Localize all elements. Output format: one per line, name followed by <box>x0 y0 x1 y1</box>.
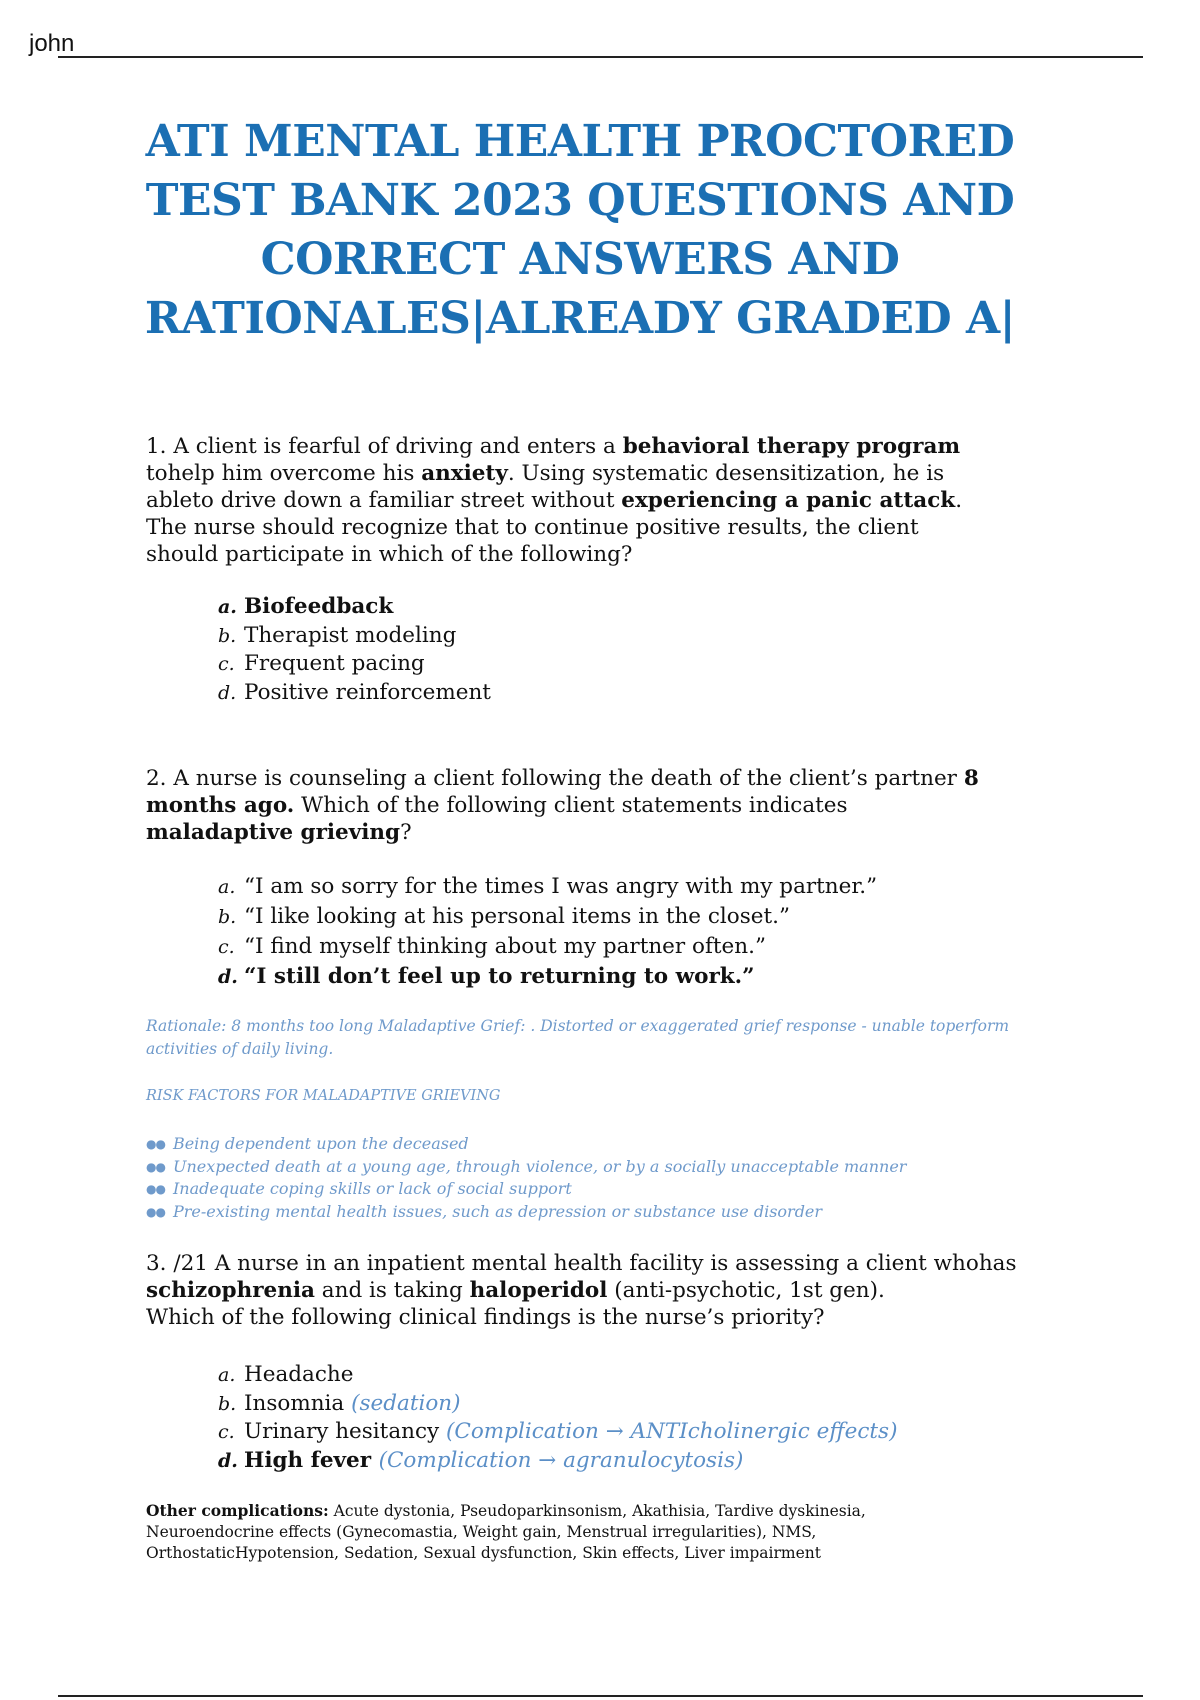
title-line: TEST BANK 2023 QUESTIONS AND <box>145 175 1015 226</box>
option-letter: d. <box>218 966 238 988</box>
text: Neuroendocrine effects (Gynecomastia, Weight gain, Menstrual irregularities), NMS, <box>146 1523 817 1541</box>
option-text: “I find myself thinking about my partner often.” <box>244 934 766 959</box>
answer-option <box>218 1447 897 1476</box>
list-item <box>146 1178 906 1201</box>
bullet-icon: ●● <box>146 1182 165 1196</box>
emphasis: haloperidol <box>469 1278 608 1303</box>
option-text: “I am so sorry for the times I was angry with my partner.” <box>244 874 878 899</box>
text: tohelp him overcome his <box>146 461 422 486</box>
risk-factors-heading: RISK FACTORS FOR MALADAPTIVE GRIEVING <box>146 1088 501 1104</box>
text: Unexpected death at a young age, through violence, or by a socially unacceptable manner <box>172 1156 907 1176</box>
option-letter: d. <box>218 1449 238 1472</box>
option-text: Frequent pacing <box>244 651 425 676</box>
emphasis: months ago. <box>146 793 295 818</box>
list-item <box>146 1201 906 1224</box>
option-letter: b. <box>218 906 237 928</box>
list-item <box>146 1156 906 1179</box>
text: . Using systematic desensitization, he is <box>507 461 945 486</box>
text: Inadequate coping skills or lack of social support <box>172 1179 572 1198</box>
other-complications <box>146 1500 1106 1564</box>
text: . <box>955 488 963 513</box>
option-letter: a. <box>218 596 237 618</box>
text: Which of the following clinical findings is the nurse’s priority? <box>146 1305 825 1330</box>
answer-option <box>218 932 877 962</box>
option-note: (sedation) <box>351 1390 461 1416</box>
text: OrthostaticHypotension, Sedation, Sexual dysfunction, Skin effects, Liver impairment <box>146 1544 821 1562</box>
text: ? <box>400 820 412 845</box>
bullet-icon: ●● <box>146 1204 165 1219</box>
text: 3. /21 A nurse in an inpatient mental health facility is assessing a client whohas <box>146 1251 1017 1276</box>
option-text: High fever <box>244 1447 372 1473</box>
text: Being dependent upon the deceased <box>172 1134 469 1153</box>
option-note: (Complication → agranulocytosis) <box>378 1447 744 1473</box>
emphasis: 8 <box>963 766 979 791</box>
option-note: (Complication → ANTIcholinergic effects) <box>446 1419 898 1444</box>
risk-factors-list <box>146 1133 906 1223</box>
option-text: Therapist modeling <box>244 622 457 648</box>
bullet-icon: ●● <box>146 1159 165 1174</box>
option-letter: a. <box>218 1364 236 1386</box>
option-text: Headache <box>244 1362 354 1387</box>
header-divider <box>58 56 1143 58</box>
text: Pre-existing mental health issues, such as depression or substance use disorder <box>172 1201 823 1221</box>
option-text: “I like looking at his personal items in the closet.” <box>244 904 790 929</box>
emphasis: anxiety <box>421 461 508 486</box>
question-3-stem <box>146 1250 1091 1331</box>
answer-option <box>218 872 877 902</box>
answer-option <box>218 650 491 679</box>
option-text: “I still don’t feel up to returning to work.” <box>244 964 755 989</box>
option-text: Biofeedback <box>244 594 394 619</box>
question-1-stem <box>146 433 1091 568</box>
text: Acute dystonia, Pseudoparkinsonism, Akathisia, Tardive dyskinesia, <box>328 1502 866 1520</box>
option-text: Positive reinforcement <box>244 679 491 705</box>
option-letter: c. <box>218 653 235 675</box>
answer-option <box>218 679 491 708</box>
answer-option <box>218 1418 897 1447</box>
answer-option <box>218 1390 897 1419</box>
answer-option <box>218 902 877 932</box>
title-line: ATI MENTAL HEALTH PROCTORED <box>145 116 1015 167</box>
rationale-text <box>146 1015 1086 1061</box>
question-1-options <box>218 593 491 707</box>
emphasis: Other complications: <box>146 1501 329 1520</box>
option-letter: d. <box>218 681 237 704</box>
text: and is taking <box>314 1278 470 1303</box>
emphasis: experiencing a panic attack <box>621 488 956 513</box>
title-line: CORRECT ANSWERS AND <box>260 234 900 285</box>
answer-option <box>218 962 877 992</box>
document-title <box>120 112 1040 348</box>
option-letter: c. <box>218 1421 235 1443</box>
answer-option <box>218 1361 897 1390</box>
emphasis: behavioral therapy program <box>622 434 961 459</box>
text: should participate in which of the following? <box>146 542 633 567</box>
text: 2. A nurse is counseling a client following the death of the client’s partner <box>146 766 964 791</box>
answer-option <box>218 593 491 622</box>
question-2-stem <box>146 765 1091 846</box>
emphasis: maladaptive grieving <box>146 820 401 845</box>
text: Rationale: 8 months too long Maladaptive Grief: . Distorted or exaggerated grief response - unable toperform <box>146 1017 1010 1035</box>
text: (anti-psychotic, 1st gen). <box>607 1278 885 1303</box>
option-text: Insomnia <box>244 1390 345 1416</box>
option-letter: b. <box>218 624 237 647</box>
question-2-options <box>218 872 877 992</box>
emphasis: schizophrenia <box>146 1278 315 1303</box>
answer-option <box>218 622 491 651</box>
header-username: john <box>29 30 75 57</box>
list-item <box>146 1133 906 1156</box>
text: ableto drive down a familiar street without <box>146 488 622 513</box>
bullet-icon: ●● <box>146 1137 165 1151</box>
option-letter: b. <box>218 1392 237 1415</box>
text: activities of daily living. <box>146 1040 334 1058</box>
text: The nurse should recognize that to continue positive results, the client <box>146 515 919 540</box>
text: 1. A client is fearful of driving and enters a <box>146 434 623 459</box>
option-letter: c. <box>218 936 235 958</box>
footer-divider <box>58 1695 1143 1697</box>
title-line: RATIONALES|ALREADY GRADED A| <box>144 293 1016 344</box>
question-3-options <box>218 1361 897 1475</box>
text: Which of the following client statements indicates <box>294 793 848 818</box>
option-text: Urinary hesitancy <box>244 1419 440 1444</box>
option-letter: a. <box>218 876 236 898</box>
